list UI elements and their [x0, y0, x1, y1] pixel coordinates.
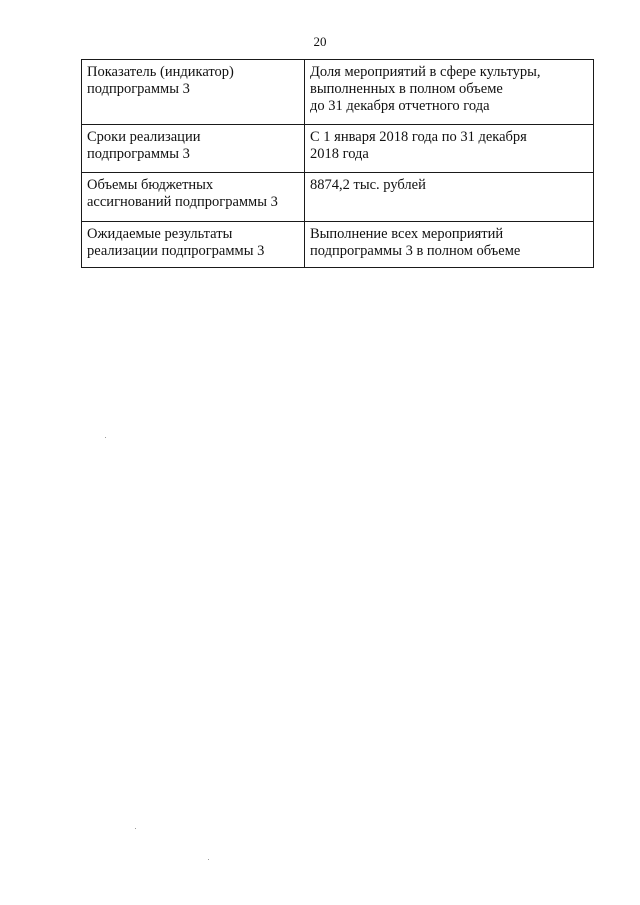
subprogram-passport-table — [81, 59, 594, 268]
row-value-indicator: Доля мероприятий в сфере культуры, выполненных в полном объеме до 31 декабря отчетного года — [305, 60, 594, 125]
table-body — [82, 60, 594, 268]
row-label-timeline: Сроки реализации подпрограммы 3 — [82, 125, 305, 173]
page-number: 20 — [313, 34, 327, 49]
table-row — [82, 60, 594, 125]
table-row — [82, 173, 594, 222]
row-label-expected-results: Ожидаемые результаты реализации подпрограммы 3 — [82, 222, 305, 268]
row-label-budget: Объемы бюджетных ассигнований подпрограммы 3 — [82, 173, 305, 222]
row-value-budget: 8874,2 тыс. рублей — [305, 173, 594, 222]
table-row — [82, 222, 594, 268]
scan-speck — [208, 859, 209, 860]
row-value-expected-results: Выполнение всех мероприятий подпрограммы 3 в полном объеме — [305, 222, 594, 268]
table-row — [82, 125, 594, 173]
row-value-timeline: С 1 января 2018 года по 31 декабря 2018 года — [305, 125, 594, 173]
scan-speck — [105, 437, 106, 438]
row-label-indicator: Показатель (индикатор) подпрограммы 3 — [82, 60, 305, 125]
scan-speck — [135, 828, 136, 829]
